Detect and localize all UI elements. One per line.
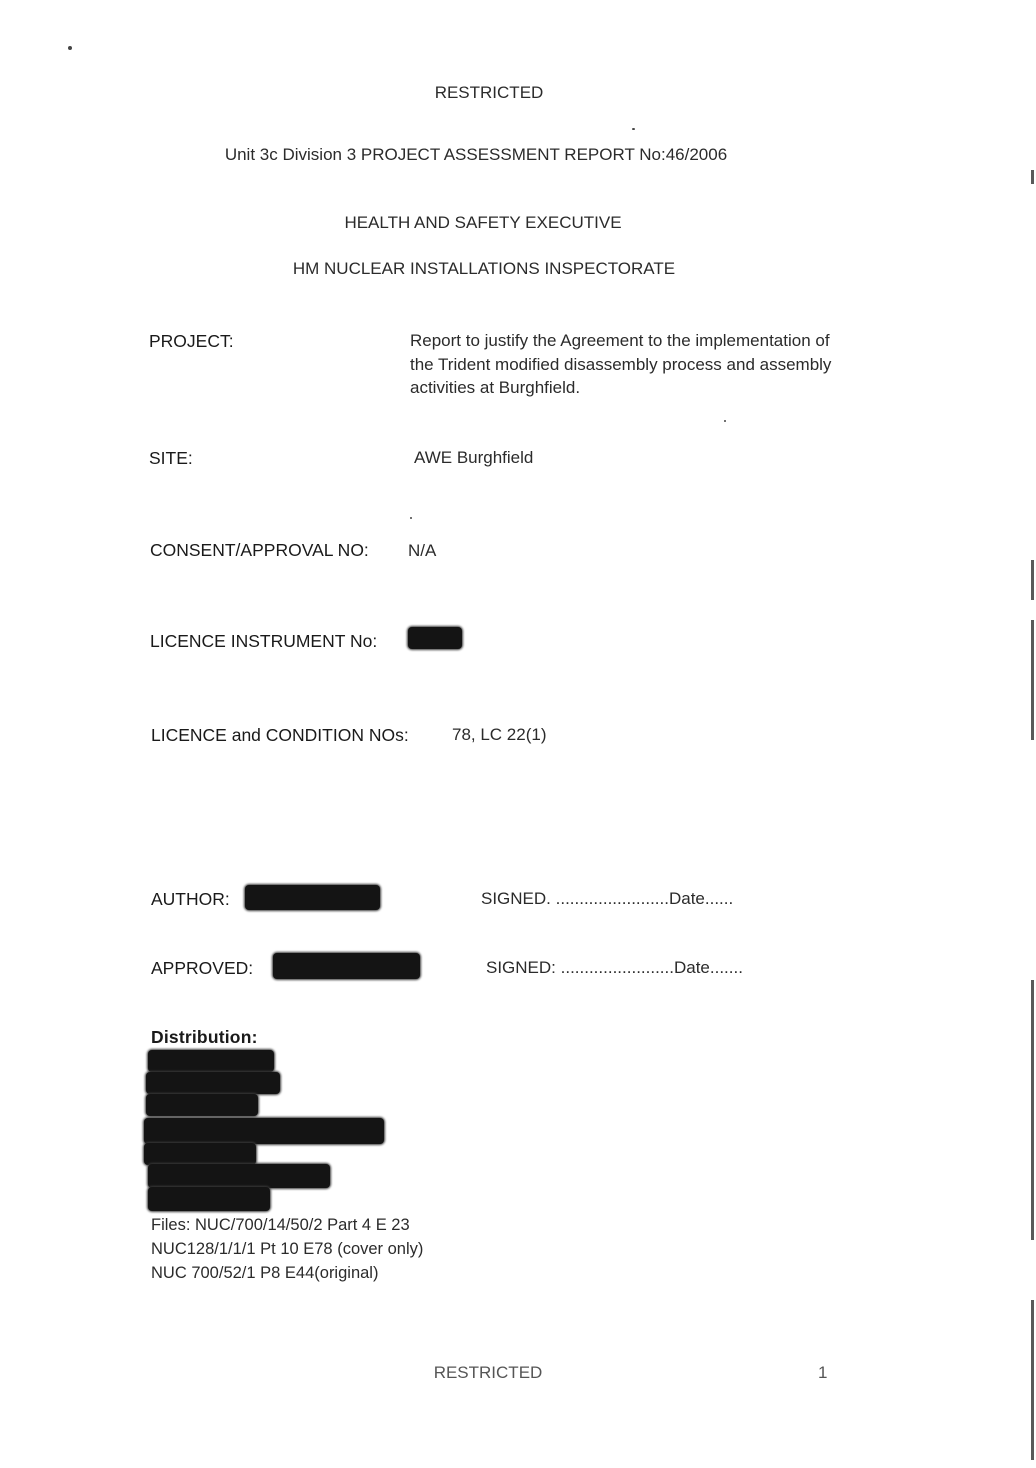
file-reference: NUC128/1/1/1 Pt 10 E78 (cover only): [151, 1240, 424, 1258]
bottom-classification: RESTRICTED: [433, 1363, 543, 1382]
organisation-name: HEALTH AND SAFETY EXECUTIVE: [344, 213, 622, 232]
licence-instrument-label: LICENCE INSTRUMENT No:: [150, 631, 378, 651]
approved-label: APPROVED:: [151, 958, 254, 978]
consent-value: N/A: [408, 541, 437, 560]
file-reference: NUC 700/52/1 P8 E44(original): [151, 1264, 379, 1282]
project-description: Report to justify the Agreement to the implementation of the Trident modified disassembly process and assembly activities at Burghfield.: [410, 331, 832, 397]
scan-edge-mark: [1031, 1300, 1034, 1460]
redaction-distribution-3: [146, 1094, 258, 1116]
redaction-distribution-6: [148, 1164, 330, 1188]
redaction-distribution-4: [144, 1118, 384, 1144]
scan-edge-mark: [1031, 170, 1034, 184]
author-signature-line: SIGNED. ........................Date......: [481, 889, 734, 908]
site-value: AWE Burghfield: [414, 448, 534, 467]
scan-speck: [68, 46, 72, 50]
licence-condition-value: 78, LC 22(1): [452, 725, 547, 744]
licence-condition-label: LICENCE and CONDITION NOs:: [151, 725, 409, 745]
redaction-author: [245, 885, 380, 910]
scan-speck: [724, 420, 726, 422]
distribution-files: [151, 1213, 423, 1285]
redaction-licence-instrument: [408, 627, 462, 649]
scan-edge-mark: [1031, 560, 1034, 600]
redaction-distribution-7: [148, 1187, 270, 1211]
scan-speck: [632, 128, 635, 130]
distribution-label: Distribution:: [151, 1027, 258, 1047]
author-label: AUTHOR:: [151, 889, 230, 909]
scan-edge-mark: [1031, 980, 1034, 1240]
redaction-approver: [273, 953, 420, 979]
top-classification: RESTRICTED: [434, 83, 544, 102]
site-label: SITE:: [149, 448, 193, 468]
redaction-distribution-5: [144, 1143, 256, 1165]
page-number: 1: [818, 1363, 828, 1382]
scan-speck: [410, 517, 412, 519]
project-label: PROJECT:: [149, 331, 234, 351]
approved-signature-line: SIGNED: ........................Date.......: [486, 958, 743, 977]
consent-label: CONSENT/APPROVAL NO:: [150, 540, 369, 560]
inspectorate-name: HM NUCLEAR INSTALLATIONS INSPECTORATE: [292, 259, 676, 278]
report-reference: Unit 3c Division 3 PROJECT ASSESSMENT REPORT No:46/2006: [224, 145, 728, 164]
redaction-distribution-1: [148, 1050, 274, 1072]
redaction-distribution-2: [146, 1072, 280, 1094]
scan-edge-mark: [1031, 620, 1034, 740]
file-reference: Files: NUC/700/14/50/2 Part 4 E 23: [151, 1216, 410, 1234]
